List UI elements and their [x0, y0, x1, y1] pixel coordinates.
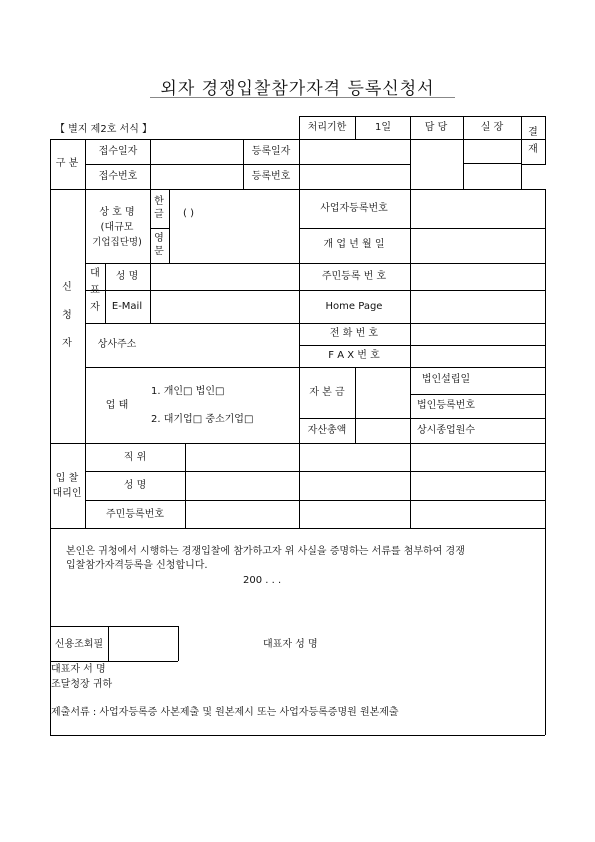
phone-label: 전 화 번 호 — [329, 328, 379, 339]
incorporation-date-label: 법인설립일 — [421, 374, 471, 385]
title-underline — [150, 97, 455, 98]
credit-check-label: 신용조회필 — [54, 639, 104, 650]
rep-signature-label: 대표자 성 명 — [263, 639, 318, 650]
trade-name-note-1: (대규모 — [100, 222, 134, 233]
korean-label: 한 글 — [154, 196, 164, 220]
founding-date-label: 개 업 년 월 일 — [323, 239, 385, 250]
representative-label: 대 표 자 — [90, 268, 100, 313]
email-label: E-Mail — [111, 301, 143, 312]
rep-name-label: 성 명 — [115, 271, 139, 282]
business-type-label: 업 태 — [105, 400, 129, 411]
employees-label: 상시종업원수 — [417, 425, 475, 436]
trade-name-note-2: 기업집단명) — [92, 237, 142, 248]
homepage-label: Home Page — [325, 301, 383, 312]
trade-name-label: 상 호 명 — [99, 207, 135, 218]
receipt-no-label: 접수번호 — [98, 171, 138, 182]
registration-date-label: 등록일자 — [251, 146, 291, 157]
receipt-date-label: 접수일자 — [98, 146, 138, 157]
total-assets-label: 자산총액 — [307, 425, 347, 436]
corp-reg-no-label: 법인등록번호 — [417, 400, 475, 411]
agent-resident-no-label: 주민등록번호 — [106, 509, 164, 520]
form-label: 【 별지 제2호 서식 】 — [55, 124, 153, 135]
business-reg-no-label: 사업자등록번호 — [320, 203, 388, 214]
capital-label: 자 본 금 — [309, 387, 345, 398]
approval-staff: 담 당 — [424, 122, 448, 133]
agent-section-label-2: 대리인 — [52, 488, 82, 499]
processing-label: 처리기한 — [307, 122, 347, 133]
rep-name-sign-label: 대표자 서 명 — [51, 664, 106, 675]
approval-label-bottom: 재 — [528, 144, 538, 155]
agent-name-label: 성 명 — [123, 480, 147, 491]
declaration-line-2: 입찰참가자격등록을 신청합니다. — [66, 560, 208, 571]
category-label: 구 분 — [55, 158, 79, 169]
required-documents: 제출서류 : 사업자등록증 사본제출 및 원본제시 또는 사업자등록증명원 원본제출 — [51, 707, 399, 718]
addressee: 조달청장 귀하 — [51, 679, 113, 690]
address-label: 상사주소 — [97, 339, 137, 350]
korean-name-paren: ( ) — [183, 208, 194, 219]
applicant-section-label: 신 청 자 — [62, 282, 72, 349]
agent-position-label: 직 위 — [123, 452, 147, 463]
registration-no-label: 등록번호 — [251, 171, 291, 182]
agent-section-label-1: 입 찰 — [55, 473, 79, 484]
approval-label-top: 결 — [528, 127, 538, 138]
business-type-option-2[interactable]: 2. 대기업□ 중소기업□ — [151, 414, 254, 425]
resident-no-label: 주민등록 번 호 — [321, 271, 387, 282]
fax-label: F A X 번 호 — [328, 350, 380, 361]
processing-value: 1일 — [374, 122, 392, 133]
english-label: 영 문 — [154, 233, 164, 257]
page-title: 외자 경쟁입찰참가자격 등록신청서 — [160, 79, 435, 99]
business-type-option-1[interactable]: 1. 개인□ 법인□ — [151, 386, 225, 397]
approval-head: 실 장 — [480, 122, 504, 133]
declaration-date: 200 . . . — [243, 575, 282, 586]
declaration-line-1: 본인은 귀청에서 시행하는 경쟁입찰에 참가하고자 위 사실을 증명하는 서류를 첨부하여 경쟁 — [66, 546, 465, 557]
